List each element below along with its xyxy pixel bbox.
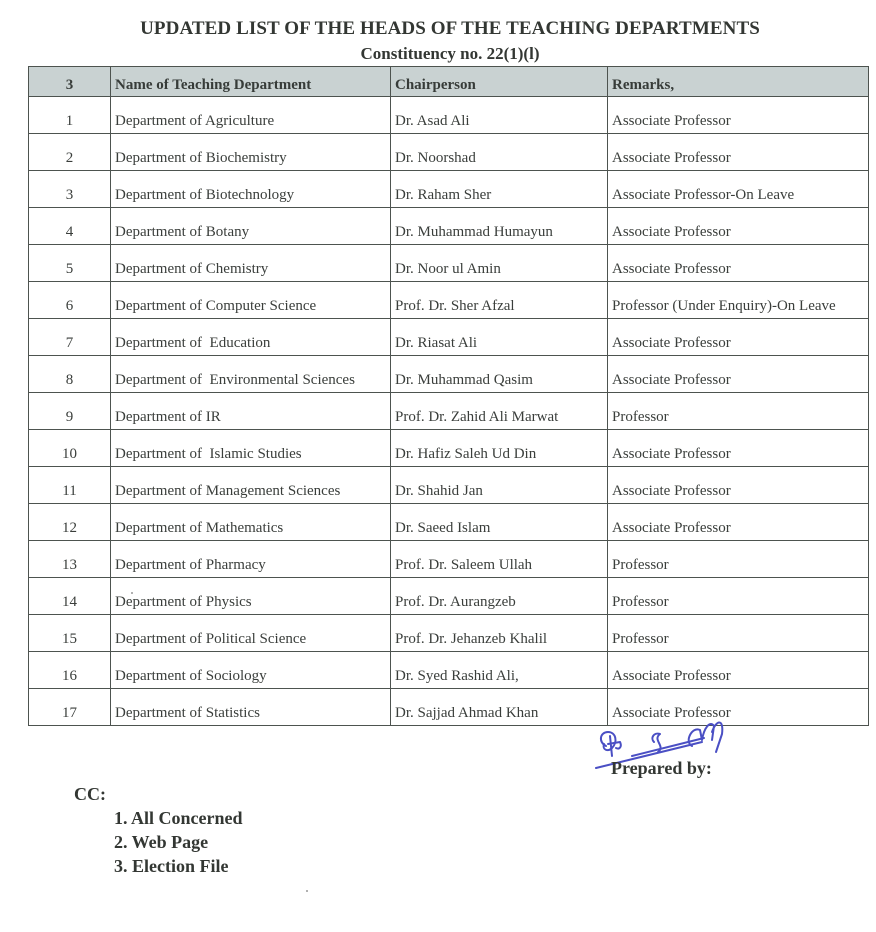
cc-list [114, 806, 243, 878]
department-name: Department of Biotechnology [111, 171, 391, 208]
remarks: Professor [608, 393, 869, 430]
remarks: Professor [608, 578, 869, 615]
chairperson-name: Dr. Syed Rashid Ali, [391, 652, 608, 689]
table-row [29, 356, 869, 393]
remarks: Associate Professor [608, 430, 869, 467]
row-number: 9 [29, 393, 111, 430]
row-number: 11 [29, 467, 111, 504]
table-row [29, 689, 869, 726]
remarks: Associate Professor [608, 356, 869, 393]
scan-speck [306, 890, 308, 892]
row-number: 10 [29, 430, 111, 467]
remarks: Associate Professor-On Leave [608, 171, 869, 208]
row-number: 17 [29, 689, 111, 726]
chairperson-name: Prof. Dr. Jehanzeb Khalil [391, 615, 608, 652]
table-row [29, 430, 869, 467]
department-name: Department of Biochemistry [111, 134, 391, 171]
department-name: Department of Education [111, 319, 391, 356]
table-row [29, 208, 869, 245]
table-row [29, 319, 869, 356]
row-number: 14 [29, 578, 111, 615]
row-number: 12 [29, 504, 111, 541]
department-name: Department of Chemistry [111, 245, 391, 282]
table-row [29, 393, 869, 430]
row-number: 4 [29, 208, 111, 245]
remarks: Associate Professor [608, 504, 869, 541]
column-header-number: 3 [29, 67, 111, 97]
table-row [29, 97, 869, 134]
chairperson-name: Dr. Noorshad [391, 134, 608, 171]
table-row [29, 578, 869, 615]
department-name: Department of Physics [111, 578, 391, 615]
department-name: Department of Environmental Sciences [111, 356, 391, 393]
table-row [29, 541, 869, 578]
table-row [29, 282, 869, 319]
table-row [29, 245, 869, 282]
document-subtitle: Constituency no. 22(1)(l) [360, 44, 540, 63]
department-name: Department of Statistics [111, 689, 391, 726]
department-name: Department of Sociology [111, 652, 391, 689]
table-row [29, 171, 869, 208]
remarks: Associate Professor [608, 652, 869, 689]
department-heads-table [28, 66, 869, 726]
department-name: Department of Botany [111, 208, 391, 245]
remarks: Associate Professor [608, 245, 869, 282]
cc-item: 1. All Concerned [114, 808, 243, 828]
chairperson-name: Dr. Riasat Ali [391, 319, 608, 356]
remarks: Associate Professor [608, 208, 869, 245]
scan-speck [131, 592, 133, 594]
department-name: Department of Political Science [111, 615, 391, 652]
department-name: Department of Pharmacy [111, 541, 391, 578]
department-name: Department of Islamic Studies [111, 430, 391, 467]
chairperson-name: Prof. Dr. Aurangzeb [391, 578, 608, 615]
column-header-department: Name of Teaching Department [111, 67, 391, 97]
remarks: Professor [608, 615, 869, 652]
prepared-by-label: Prepared by: [611, 758, 712, 778]
department-name: Department of Computer Science [111, 282, 391, 319]
row-number: 6 [29, 282, 111, 319]
table-header [29, 67, 869, 97]
chairperson-name: Dr. Raham Sher [391, 171, 608, 208]
remarks: Associate Professor [608, 97, 869, 134]
department-name: Department of Mathematics [111, 504, 391, 541]
chairperson-name: Dr. Muhammad Qasim [391, 356, 608, 393]
table-row [29, 652, 869, 689]
remarks: Professor (Under Enquiry)-On Leave [608, 282, 869, 319]
chairperson-name: Dr. Hafiz Saleh Ud Din [391, 430, 608, 467]
row-number: 5 [29, 245, 111, 282]
table-row [29, 467, 869, 504]
remarks: Professor [608, 541, 869, 578]
cc-item: 2. Web Page [114, 832, 209, 852]
document-title: UPDATED LIST OF THE HEADS OF THE TEACHING DEPARTMENTS [140, 18, 760, 39]
row-number: 15 [29, 615, 111, 652]
table-row [29, 134, 869, 171]
department-name: Department of IR [111, 393, 391, 430]
chairperson-name: Dr. Muhammad Humayun [391, 208, 608, 245]
remarks: Associate Professor [608, 134, 869, 171]
chairperson-name: Dr. Noor ul Amin [391, 245, 608, 282]
chairperson-name: Dr. Asad Ali [391, 97, 608, 134]
chairperson-name: Dr. Shahid Jan [391, 467, 608, 504]
row-number: 1 [29, 97, 111, 134]
cc-label: CC: [74, 784, 106, 804]
row-number: 16 [29, 652, 111, 689]
remarks: Associate Professor [608, 319, 869, 356]
chairperson-name: Prof. Dr. Zahid Ali Marwat [391, 393, 608, 430]
table-body [29, 97, 869, 726]
row-number: 7 [29, 319, 111, 356]
row-number: 8 [29, 356, 111, 393]
department-name: Department of Management Sciences [111, 467, 391, 504]
chairperson-name: Prof. Dr. Sher Afzal [391, 282, 608, 319]
row-number: 3 [29, 171, 111, 208]
chairperson-name: Dr. Saeed Islam [391, 504, 608, 541]
chairperson-name: Dr. Sajjad Ahmad Khan [391, 689, 608, 726]
remarks: Associate Professor [608, 689, 869, 726]
department-name: Department of Agriculture [111, 97, 391, 134]
row-number: 2 [29, 134, 111, 171]
cc-item: 3. Election File [114, 856, 229, 876]
column-header-remarks: Remarks, [608, 67, 869, 97]
table-row [29, 615, 869, 652]
chairperson-name: Prof. Dr. Saleem Ullah [391, 541, 608, 578]
table-header-row [29, 67, 869, 97]
remarks: Associate Professor [608, 467, 869, 504]
column-header-chairperson: Chairperson [391, 67, 608, 97]
table-row [29, 504, 869, 541]
row-number: 13 [29, 541, 111, 578]
